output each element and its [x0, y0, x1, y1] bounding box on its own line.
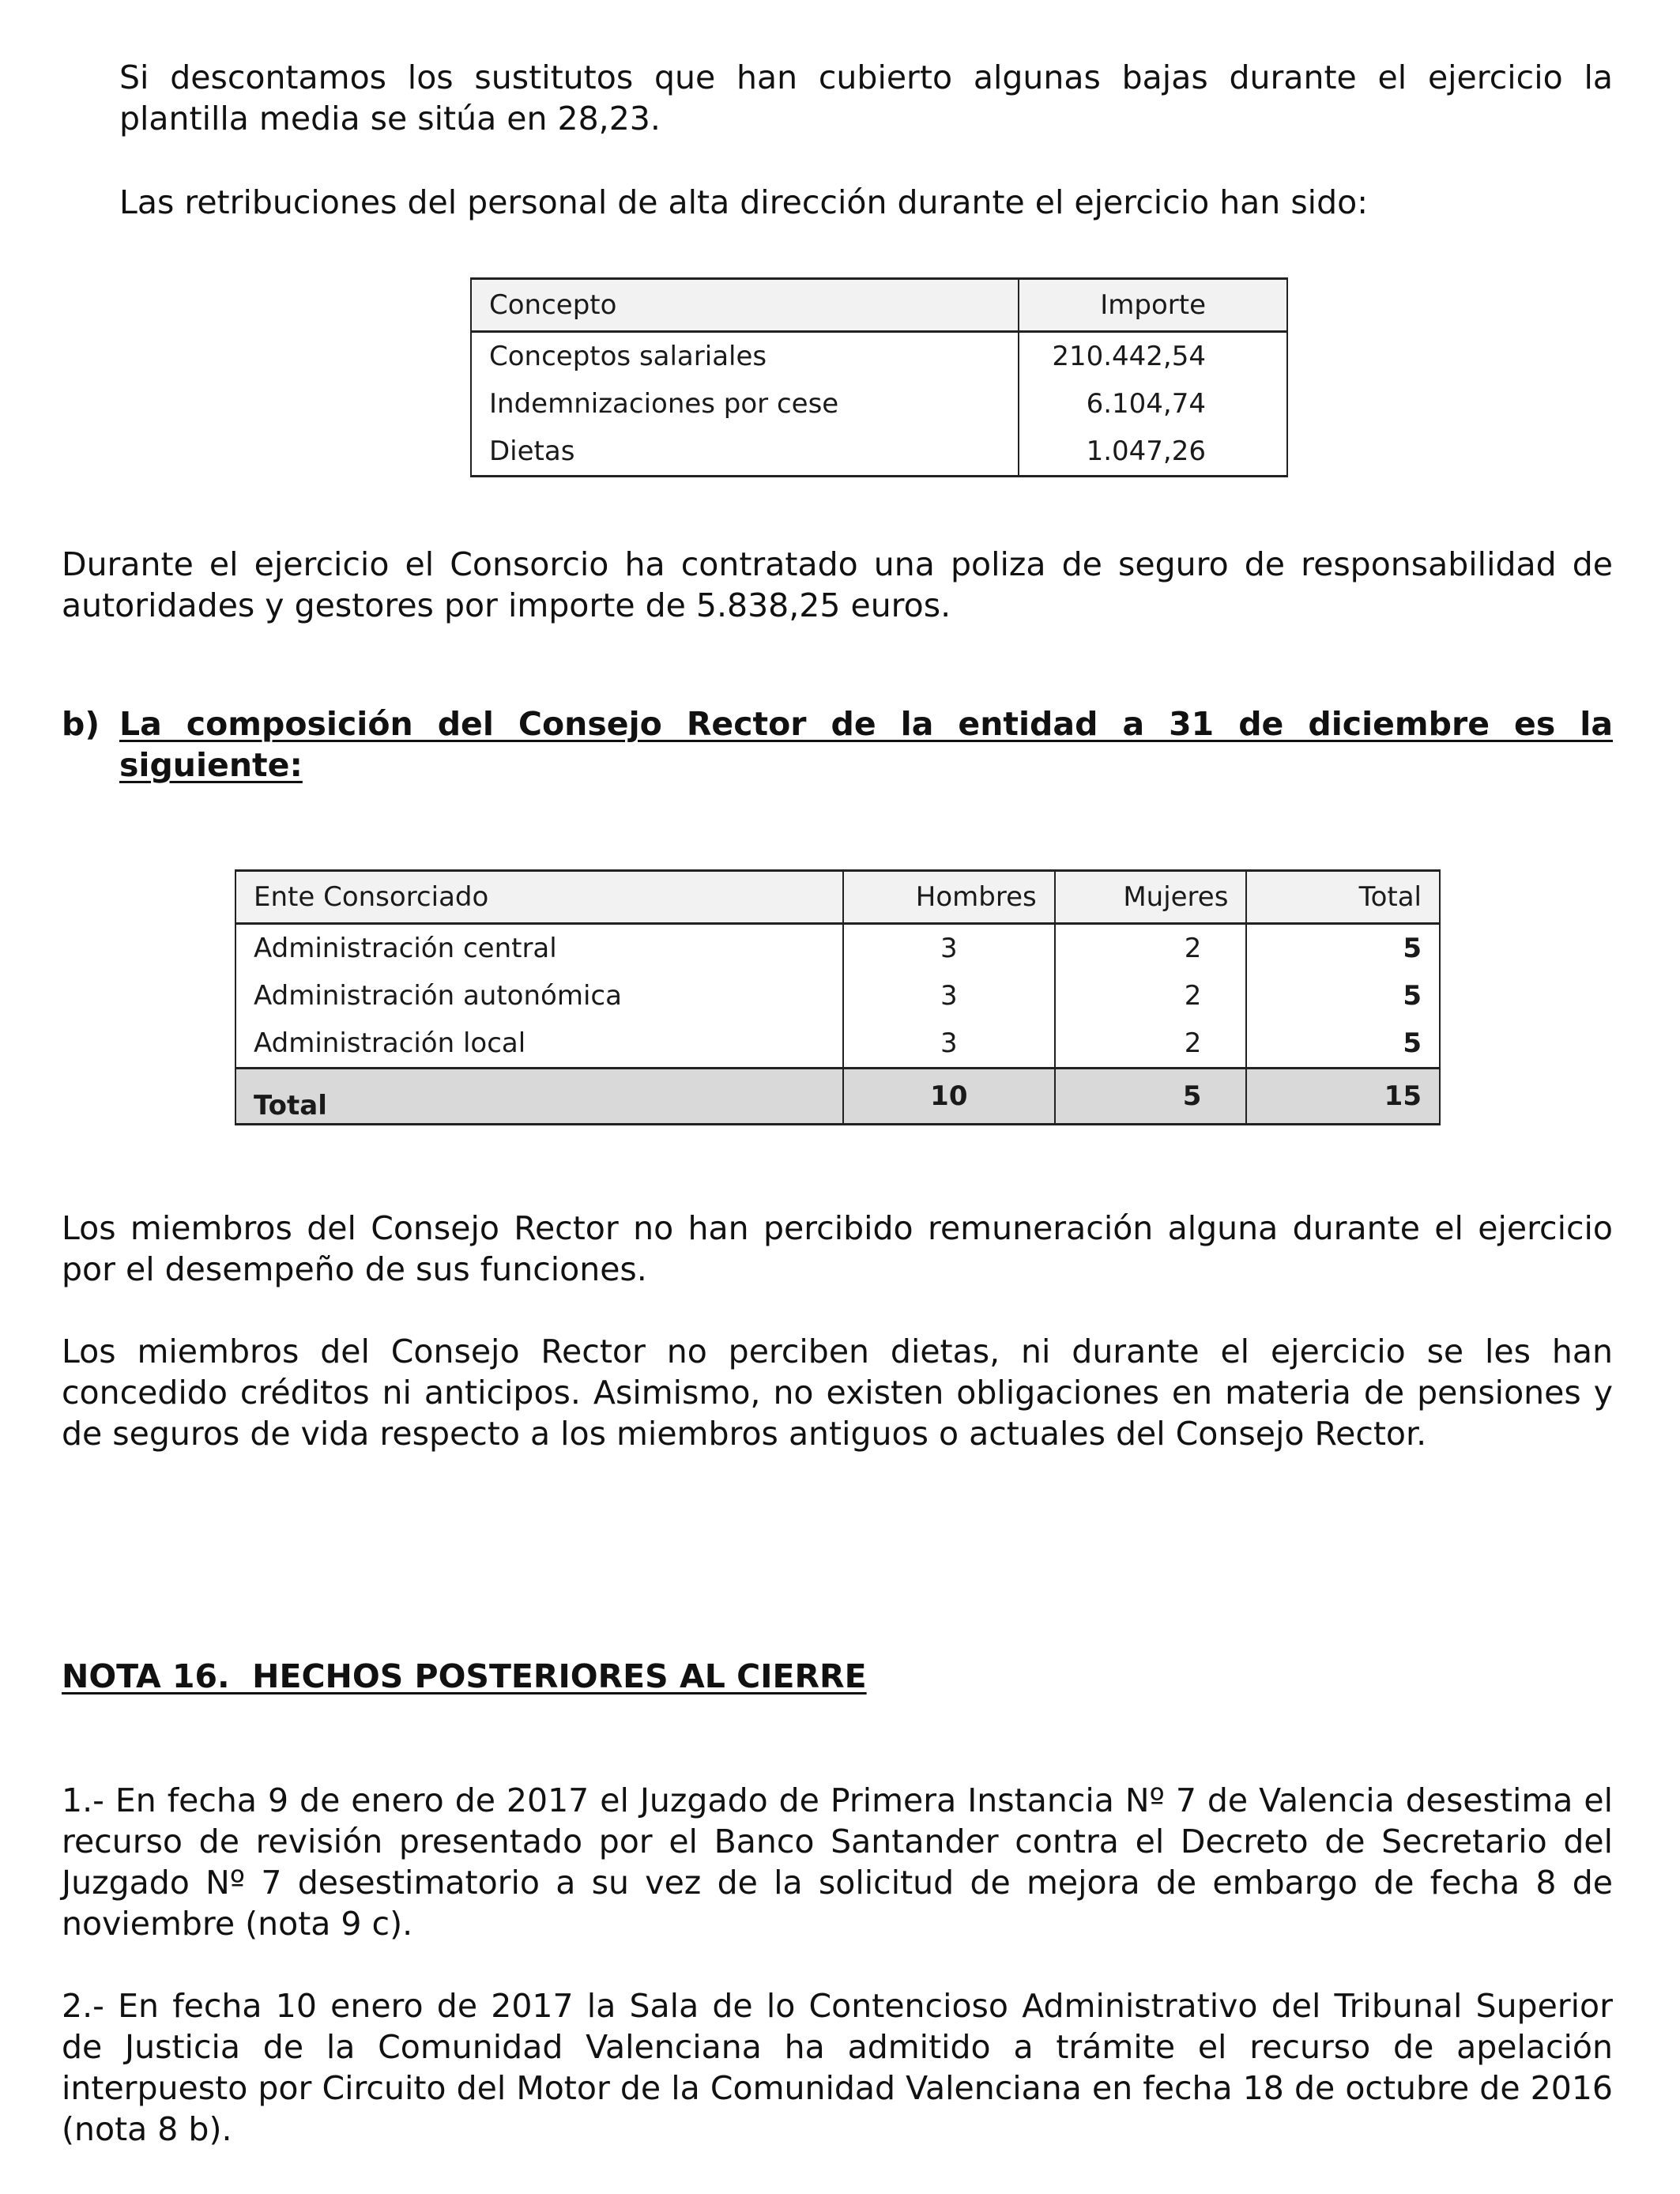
cell-concepto: Conceptos salariales — [471, 332, 1019, 381]
table-row — [235, 924, 1440, 973]
paragraph-poliza-seguro: Durante el ejercicio el Consorcio ha contratado una poliza de seguro de responsabilidad de autoridades y gestores por importe de 5.838,25 euros. — [62, 545, 1613, 624]
paragraph-remuneracion: Los miembros del Consejo Rector no han percibido remuneración alguna durante el ejercicio por el desempeño de sus funciones. — [62, 1209, 1613, 1288]
cell-total: 5 — [1246, 924, 1440, 973]
cell-total-label: Total — [235, 1069, 843, 1125]
cell-ente: Administración central — [235, 924, 843, 973]
cell-importe: 1.047,26 — [1019, 428, 1287, 477]
cell-mujeres: 2 — [1055, 924, 1247, 973]
table-row — [471, 380, 1287, 428]
cell-hombres: 3 — [843, 972, 1055, 1020]
header-total: Total — [1246, 871, 1440, 924]
paragraph-plantilla-media: Si descontamos los sustitutos que han cubierto algunas bajas durante el ejercicio la plantilla media se sitúa en 28,23. — [119, 58, 1613, 138]
cell-importe: 210.442,54 — [1019, 332, 1287, 381]
paragraph-hecho-1: 1.- En fecha 9 de enero de 2017 el Juzgado de Primera Instancia Nº 7 de Valencia desestima el recurso de revisión presentado por el Banco Santander contra el Decreto de Secretario del Juzgado Nº 7 desestimatorio a su vez de la solicitud de mejora de embargo de fecha 8 de noviembre (nota 9 c). — [62, 1781, 1613, 1943]
section-b-marker: b) — [62, 705, 100, 743]
paragraph-hecho-2: 2.- En fecha 10 enero de 2017 la Sala de lo Contencioso Administrativo del Tribunal Superior de Justicia de la Comunidad Valenciana ha admitido a trámite el recurso de apelación interpuesto por Circuito del Motor de la Comunidad Valenciana en fecha 18 de octubre de 2016 (nota 8 b). — [62, 1987, 1613, 2148]
table-header-row — [471, 279, 1287, 332]
cell-total: 5 — [1246, 1020, 1440, 1069]
retribuciones-table — [470, 277, 1288, 477]
cell-importe: 6.104,74 — [1019, 380, 1287, 428]
cell-mujeres: 2 — [1055, 972, 1247, 1020]
cell-hombres: 3 — [843, 924, 1055, 973]
table-row — [235, 972, 1440, 1020]
header-importe: Importe — [1019, 279, 1287, 332]
cell-mujeres: 2 — [1055, 1020, 1247, 1069]
paragraph-dietas-creditos: Los miembros del Consejo Rector no perciben dietas, ni durante el ejercicio se les han concedido créditos ni anticipos. Asimismo, no existen obligaciones en materia de pensiones y de seguros de vida respecto a los miembros antiguos o actuales del Consejo Rector. — [62, 1333, 1613, 1453]
header-ente: Ente Consorciado — [235, 871, 843, 924]
table-total-row — [235, 1069, 1440, 1125]
header-concepto: Concepto — [471, 279, 1019, 332]
table-row — [235, 1020, 1440, 1069]
header-mujeres: Mujeres — [1055, 871, 1247, 924]
cell-total-total: 15 — [1246, 1069, 1440, 1125]
header-hombres: Hombres — [843, 871, 1055, 924]
nota-16-heading: NOTA 16. HECHOS POSTERIORES AL CIERRE — [62, 1657, 867, 1695]
cell-concepto: Dietas — [471, 428, 1019, 477]
paragraph-retribuciones-intro: Las retribuciones del personal de alta dirección durante el ejercicio han sido: — [119, 183, 1369, 221]
table-row — [471, 428, 1287, 477]
cell-ente: Administración local — [235, 1020, 843, 1069]
cell-total-mujeres: 5 — [1055, 1069, 1247, 1125]
cell-concepto: Indemnizaciones por cese — [471, 380, 1019, 428]
cell-ente: Administración autonómica — [235, 972, 843, 1020]
table-row — [471, 332, 1287, 381]
cell-hombres: 3 — [843, 1020, 1055, 1069]
table-header-row — [235, 871, 1440, 924]
cell-total-hombres: 10 — [843, 1069, 1055, 1125]
cell-total: 5 — [1246, 972, 1440, 1020]
section-b-title: La composición del Consejo Rector de la entidad a 31 de diciembre es la siguiente: — [119, 705, 1613, 784]
consejo-rector-table — [235, 869, 1441, 1125]
